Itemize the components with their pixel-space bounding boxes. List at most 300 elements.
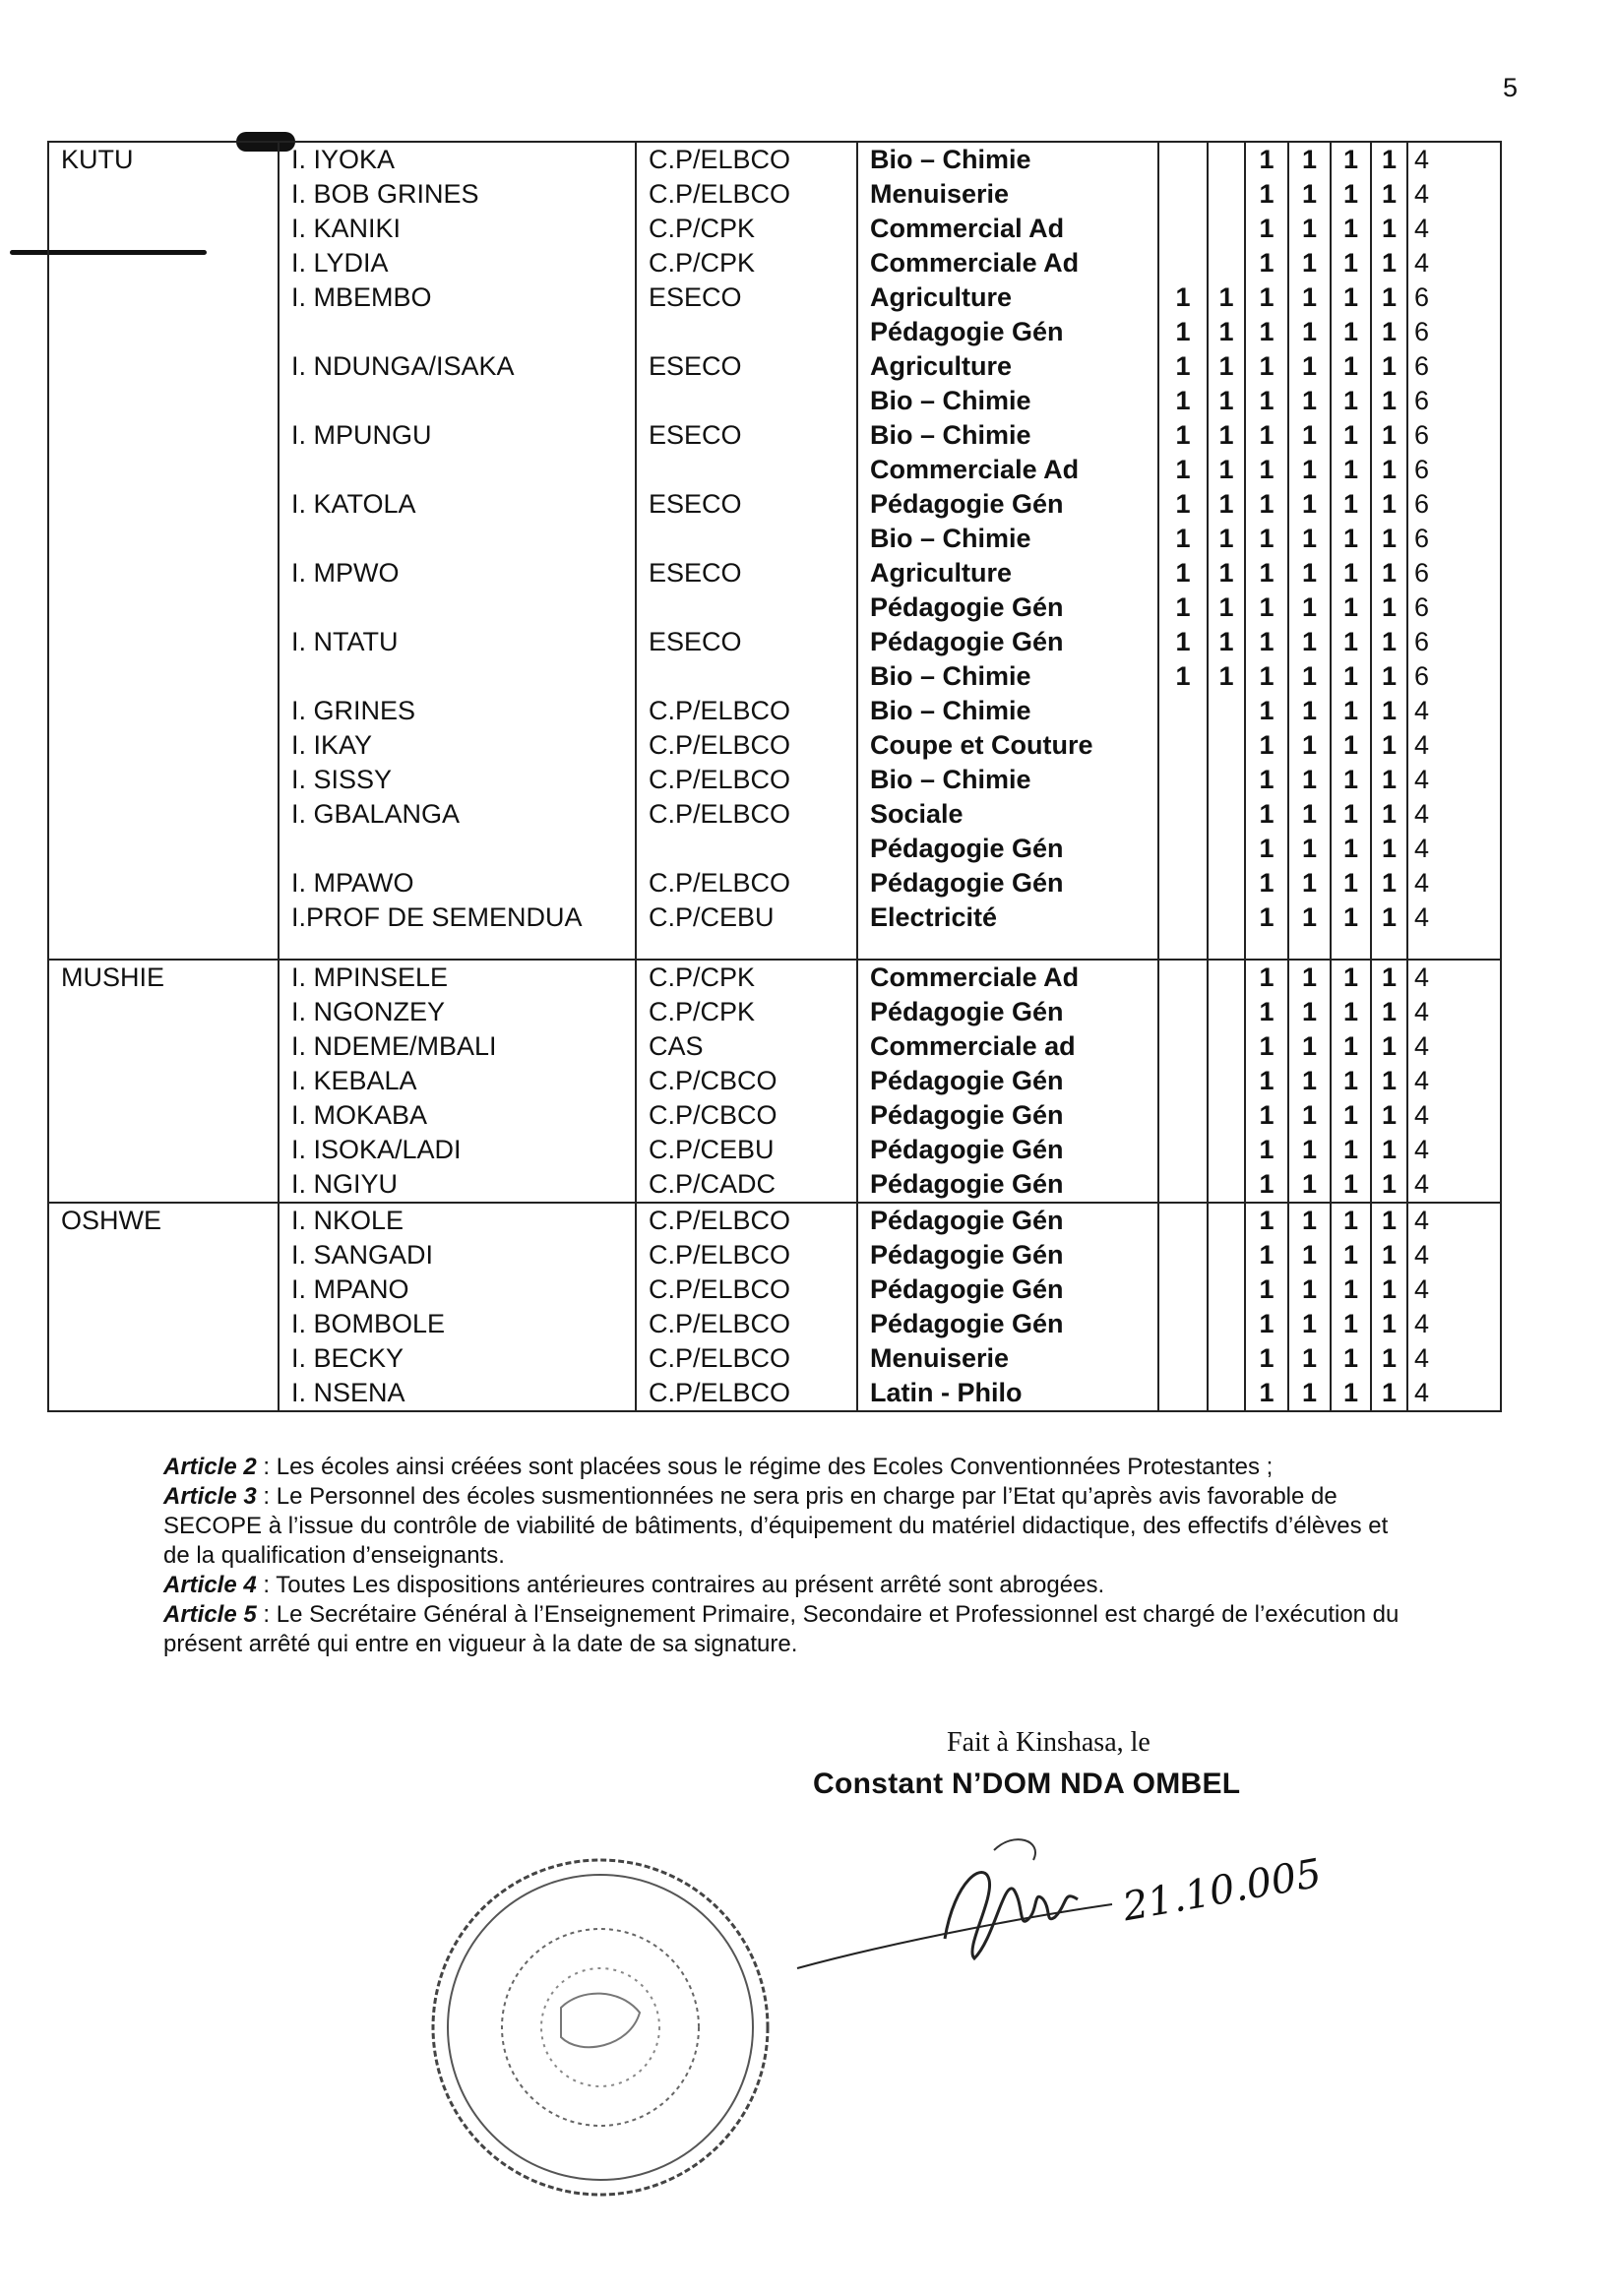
class-count-cell: 1 <box>1371 590 1407 625</box>
option-cell: Pédagogie Gén <box>857 1133 1158 1167</box>
article-text: Les écoles ainsi créées sont placées sous le régime des Ecoles Conventionnées Protestantes ; <box>276 1454 1274 1480</box>
schools-table <box>47 141 1502 1412</box>
minister-name: Constant N’DOM NDA OMBEL <box>813 1768 1241 1800</box>
class-count-cell: 1 <box>1331 1203 1371 1238</box>
option-cell: Electricité <box>857 900 1158 960</box>
total-cell: 4 <box>1407 177 1501 212</box>
articles-section <box>163 1453 1411 1659</box>
class-count-cell: 1 <box>1208 522 1245 556</box>
place-date: Fait à Kinshasa, le <box>947 1727 1151 1758</box>
class-count-cell: 1 <box>1371 384 1407 418</box>
article-label: Article 3 <box>163 1483 257 1510</box>
class-count-cell <box>1208 960 1245 995</box>
gestion-cell: C.P/ELBCO <box>636 1203 857 1238</box>
class-count-cell <box>1158 1167 1208 1203</box>
table-row <box>48 694 1501 728</box>
class-count-cell <box>1158 694 1208 728</box>
table-row <box>48 1376 1501 1411</box>
total-cell: 6 <box>1407 453 1501 487</box>
class-count-cell <box>1158 900 1208 960</box>
total-cell: 6 <box>1407 487 1501 522</box>
sous-division-cell: I. MPAWO <box>279 866 636 900</box>
class-count-cell: 1 <box>1371 995 1407 1029</box>
total-cell: 4 <box>1407 246 1501 280</box>
gestion-cell: C.P/ELBCO <box>636 1238 857 1272</box>
territoire-cell <box>48 832 279 866</box>
total-cell: 4 <box>1407 728 1501 763</box>
class-count-cell <box>1158 797 1208 832</box>
option-cell: Coupe et Couture <box>857 728 1158 763</box>
territoire-cell <box>48 1341 279 1376</box>
table-row <box>48 659 1501 694</box>
sous-division-cell: I. NGIYU <box>279 1167 636 1203</box>
sous-division-cell: I. NTATU <box>279 625 636 659</box>
gestion-cell: C.P/CPK <box>636 212 857 246</box>
class-count-cell: 1 <box>1288 797 1331 832</box>
class-count-cell <box>1208 1341 1245 1376</box>
option-cell: Bio – Chimie <box>857 418 1158 453</box>
class-count-cell: 1 <box>1245 212 1288 246</box>
sous-division-cell <box>279 659 636 694</box>
class-count-cell: 1 <box>1331 315 1371 349</box>
option-cell: Agriculture <box>857 349 1158 384</box>
class-count-cell: 1 <box>1371 1341 1407 1376</box>
class-count-cell: 1 <box>1245 246 1288 280</box>
class-count-cell <box>1158 1272 1208 1307</box>
class-count-cell: 1 <box>1371 866 1407 900</box>
class-count-cell: 1 <box>1371 142 1407 177</box>
total-cell: 6 <box>1407 349 1501 384</box>
total-cell: 4 <box>1407 1029 1501 1064</box>
table-row <box>48 1133 1501 1167</box>
class-count-cell: 1 <box>1371 315 1407 349</box>
table-row <box>48 556 1501 590</box>
table-row <box>48 763 1501 797</box>
territoire-cell <box>48 1098 279 1133</box>
article-paragraph <box>163 1600 1411 1659</box>
class-count-cell: 1 <box>1245 142 1288 177</box>
total-cell: 4 <box>1407 797 1501 832</box>
class-count-cell <box>1158 763 1208 797</box>
territoire-cell <box>48 694 279 728</box>
territoire-cell <box>48 995 279 1029</box>
sous-division-cell <box>279 522 636 556</box>
class-count-cell: 1 <box>1245 556 1288 590</box>
territoire-cell <box>48 522 279 556</box>
class-count-cell: 1 <box>1158 522 1208 556</box>
sous-division-cell: I. NSENA <box>279 1376 636 1411</box>
class-count-cell: 1 <box>1245 1029 1288 1064</box>
option-cell: Pédagogie Gén <box>857 1307 1158 1341</box>
territoire-cell <box>48 384 279 418</box>
class-count-cell: 1 <box>1245 280 1288 315</box>
class-count-cell: 1 <box>1331 142 1371 177</box>
gestion-cell: ESECO <box>636 556 857 590</box>
class-count-cell: 1 <box>1371 487 1407 522</box>
class-count-cell: 1 <box>1245 1307 1288 1341</box>
gestion-cell: C.P/CBCO <box>636 1098 857 1133</box>
class-count-cell: 1 <box>1245 315 1288 349</box>
gestion-cell: CAS <box>636 1029 857 1064</box>
option-cell: Pédagogie Gén <box>857 1272 1158 1307</box>
class-count-cell: 1 <box>1331 212 1371 246</box>
total-cell: 4 <box>1407 1341 1501 1376</box>
option-cell: Menuiserie <box>857 1341 1158 1376</box>
total-cell: 4 <box>1407 212 1501 246</box>
class-count-cell: 1 <box>1245 349 1288 384</box>
class-count-cell: 1 <box>1288 1376 1331 1411</box>
class-count-cell: 1 <box>1288 1272 1331 1307</box>
territoire-cell <box>48 1307 279 1341</box>
sous-division-cell: I. IYOKA <box>279 142 636 177</box>
option-cell: Bio – Chimie <box>857 694 1158 728</box>
total-cell: 4 <box>1407 763 1501 797</box>
territoire-cell <box>48 1064 279 1098</box>
gestion-cell: C.P/ELBCO <box>636 763 857 797</box>
table-row <box>48 1203 1501 1238</box>
class-count-cell <box>1158 1203 1208 1238</box>
territoire-cell <box>48 556 279 590</box>
article-separator: : <box>256 1572 277 1598</box>
class-count-cell: 1 <box>1371 694 1407 728</box>
option-cell: Pédagogie Gén <box>857 590 1158 625</box>
total-cell: 6 <box>1407 556 1501 590</box>
class-count-cell: 1 <box>1331 1133 1371 1167</box>
class-count-cell: 1 <box>1245 1098 1288 1133</box>
class-count-cell: 1 <box>1245 1064 1288 1098</box>
class-count-cell: 1 <box>1288 142 1331 177</box>
class-count-cell: 1 <box>1371 1064 1407 1098</box>
table-row <box>48 315 1501 349</box>
class-count-cell: 1 <box>1245 1238 1288 1272</box>
class-count-cell <box>1158 995 1208 1029</box>
class-count-cell: 1 <box>1158 659 1208 694</box>
official-seal-stamp <box>413 1840 787 2214</box>
class-count-cell <box>1208 1238 1245 1272</box>
class-count-cell: 1 <box>1288 995 1331 1029</box>
total-cell: 4 <box>1407 1133 1501 1167</box>
class-count-cell: 1 <box>1288 590 1331 625</box>
class-count-cell: 1 <box>1288 246 1331 280</box>
sous-division-cell: I. SANGADI <box>279 1238 636 1272</box>
table-row <box>48 1029 1501 1064</box>
class-count-cell: 1 <box>1371 625 1407 659</box>
class-count-cell: 1 <box>1371 349 1407 384</box>
class-count-cell: 1 <box>1208 349 1245 384</box>
territoire-cell <box>48 797 279 832</box>
territoire-cell <box>48 590 279 625</box>
class-count-cell: 1 <box>1371 1133 1407 1167</box>
sous-division-cell: I. KANIKI <box>279 212 636 246</box>
sous-division-cell: I. SISSY <box>279 763 636 797</box>
class-count-cell: 1 <box>1331 866 1371 900</box>
page-number: 5 <box>1503 73 1519 102</box>
class-count-cell: 1 <box>1288 315 1331 349</box>
class-count-cell: 1 <box>1371 418 1407 453</box>
option-cell: Agriculture <box>857 280 1158 315</box>
table-row <box>48 453 1501 487</box>
class-count-cell: 1 <box>1288 728 1331 763</box>
territoire-cell <box>48 1167 279 1203</box>
class-count-cell: 1 <box>1288 1133 1331 1167</box>
sous-division-cell: I. GRINES <box>279 694 636 728</box>
total-cell: 6 <box>1407 659 1501 694</box>
class-count-cell: 1 <box>1331 246 1371 280</box>
option-cell: Commerciale Ad <box>857 453 1158 487</box>
sous-division-cell: I. IKAY <box>279 728 636 763</box>
class-count-cell <box>1158 1238 1208 1272</box>
sous-division-cell <box>279 315 636 349</box>
article-paragraph <box>163 1571 1411 1600</box>
class-count-cell: 1 <box>1288 1029 1331 1064</box>
total-cell: 4 <box>1407 866 1501 900</box>
class-count-cell <box>1208 995 1245 1029</box>
option-cell: Latin - Philo <box>857 1376 1158 1411</box>
class-count-cell: 1 <box>1288 1341 1331 1376</box>
class-count-cell: 1 <box>1245 832 1288 866</box>
article-text: Le Personnel des écoles susmentionnées ne sera pris en charge par l’Etat qu’après avis favorable de SECOPE à l’issue du contrôle de viabilité de bâtiments, d’équipement du matériel didactique, des effectifs d’élèves et de la qualification d’enseignants. <box>163 1483 1389 1569</box>
sous-division-cell: I. LYDIA <box>279 246 636 280</box>
class-count-cell: 1 <box>1288 694 1331 728</box>
table-row <box>48 866 1501 900</box>
territoire-cell <box>48 1376 279 1411</box>
class-count-cell <box>1158 142 1208 177</box>
option-cell: Pédagogie Gén <box>857 1098 1158 1133</box>
territoire-cell <box>48 315 279 349</box>
class-count-cell: 1 <box>1158 453 1208 487</box>
option-cell: Sociale <box>857 797 1158 832</box>
class-count-cell <box>1158 1098 1208 1133</box>
handwritten-signature <box>787 1821 1378 2017</box>
class-count-cell: 1 <box>1245 960 1288 995</box>
option-cell: Pédagogie Gén <box>857 315 1158 349</box>
class-count-cell: 1 <box>1158 556 1208 590</box>
class-count-cell: 1 <box>1208 659 1245 694</box>
gestion-cell: C.P/CADC <box>636 1167 857 1203</box>
gestion-cell <box>636 832 857 866</box>
sous-division-cell: I. NDEME/MBALI <box>279 1029 636 1064</box>
total-cell: 6 <box>1407 280 1501 315</box>
table-row <box>48 349 1501 384</box>
class-count-cell <box>1208 1307 1245 1341</box>
territoire-cell <box>48 1133 279 1167</box>
class-count-cell: 1 <box>1288 177 1331 212</box>
total-cell: 4 <box>1407 1238 1501 1272</box>
class-count-cell: 1 <box>1288 763 1331 797</box>
option-cell: Bio – Chimie <box>857 659 1158 694</box>
sous-division-cell: I. MOKABA <box>279 1098 636 1133</box>
territoire-cell <box>48 280 279 315</box>
class-count-cell <box>1208 1064 1245 1098</box>
class-count-cell: 1 <box>1288 1064 1331 1098</box>
class-count-cell <box>1208 694 1245 728</box>
sous-division-cell: I. BOMBOLE <box>279 1307 636 1341</box>
gestion-cell: C.P/CPK <box>636 960 857 995</box>
option-cell: Pédagogie Gén <box>857 1238 1158 1272</box>
gestion-cell: C.P/ELBCO <box>636 1272 857 1307</box>
class-count-cell: 1 <box>1245 866 1288 900</box>
class-count-cell: 1 <box>1331 1307 1371 1341</box>
territoire-cell <box>48 349 279 384</box>
option-cell: Pédagogie Gén <box>857 1167 1158 1203</box>
class-count-cell: 1 <box>1245 177 1288 212</box>
table-row <box>48 246 1501 280</box>
sous-division-cell: I. ISOKA/LADI <box>279 1133 636 1167</box>
class-count-cell: 1 <box>1208 280 1245 315</box>
class-count-cell: 1 <box>1331 349 1371 384</box>
option-cell: Pédagogie Gén <box>857 1203 1158 1238</box>
class-count-cell: 1 <box>1288 212 1331 246</box>
gestion-cell <box>636 659 857 694</box>
class-count-cell: 1 <box>1245 797 1288 832</box>
class-count-cell: 1 <box>1331 384 1371 418</box>
option-cell: Commerciale Ad <box>857 246 1158 280</box>
class-count-cell: 1 <box>1331 590 1371 625</box>
sous-division-cell: I. MPANO <box>279 1272 636 1307</box>
class-count-cell: 1 <box>1245 625 1288 659</box>
class-count-cell: 1 <box>1331 177 1371 212</box>
class-count-cell: 1 <box>1331 1029 1371 1064</box>
class-count-cell: 1 <box>1331 1238 1371 1272</box>
class-count-cell <box>1158 866 1208 900</box>
class-count-cell <box>1208 763 1245 797</box>
class-count-cell: 1 <box>1331 900 1371 960</box>
class-count-cell: 1 <box>1331 832 1371 866</box>
sous-division-cell: I. BOB GRINES <box>279 177 636 212</box>
class-count-cell: 1 <box>1371 1167 1407 1203</box>
total-cell: 6 <box>1407 522 1501 556</box>
signature-date: 21.10.005 <box>1119 1850 1326 1931</box>
class-count-cell: 1 <box>1288 1167 1331 1203</box>
class-count-cell <box>1158 1307 1208 1341</box>
sous-division-cell: I. MBEMBO <box>279 280 636 315</box>
territoire-cell <box>48 866 279 900</box>
gestion-cell: C.P/CPK <box>636 995 857 1029</box>
table-row <box>48 590 1501 625</box>
option-cell: Bio – Chimie <box>857 142 1158 177</box>
class-count-cell: 1 <box>1288 900 1331 960</box>
article-label: Article 4 <box>163 1572 257 1598</box>
table-row <box>48 1341 1501 1376</box>
total-cell: 4 <box>1407 832 1501 866</box>
class-count-cell: 1 <box>1371 1029 1407 1064</box>
class-count-cell: 1 <box>1245 487 1288 522</box>
option-cell: Menuiserie <box>857 177 1158 212</box>
table-row <box>48 900 1501 960</box>
class-count-cell: 1 <box>1158 315 1208 349</box>
sous-division-cell: I. MPUNGU <box>279 418 636 453</box>
territoire-cell <box>48 1238 279 1272</box>
class-count-cell <box>1208 728 1245 763</box>
class-count-cell <box>1158 177 1208 212</box>
class-count-cell: 1 <box>1245 1272 1288 1307</box>
table-row <box>48 995 1501 1029</box>
total-cell: 6 <box>1407 384 1501 418</box>
class-count-cell <box>1208 246 1245 280</box>
territoire-cell: MUSHIE <box>48 960 279 995</box>
class-count-cell: 1 <box>1371 728 1407 763</box>
class-count-cell: 1 <box>1288 349 1331 384</box>
class-count-cell: 1 <box>1245 728 1288 763</box>
class-count-cell: 1 <box>1371 1238 1407 1272</box>
gestion-cell: ESECO <box>636 487 857 522</box>
gestion-cell: ESECO <box>636 280 857 315</box>
class-count-cell: 1 <box>1371 832 1407 866</box>
total-cell: 4 <box>1407 995 1501 1029</box>
class-count-cell <box>1158 1133 1208 1167</box>
gestion-cell: C.P/CPK <box>636 246 857 280</box>
total-cell: 6 <box>1407 590 1501 625</box>
class-count-cell: 1 <box>1245 453 1288 487</box>
class-count-cell <box>1158 1376 1208 1411</box>
class-count-cell <box>1208 1272 1245 1307</box>
class-count-cell: 1 <box>1288 625 1331 659</box>
territoire-cell <box>48 487 279 522</box>
class-count-cell: 1 <box>1331 995 1371 1029</box>
class-count-cell <box>1158 960 1208 995</box>
class-count-cell: 1 <box>1371 1098 1407 1133</box>
class-count-cell: 1 <box>1331 659 1371 694</box>
total-cell: 4 <box>1407 1098 1501 1133</box>
table-row <box>48 280 1501 315</box>
option-cell: Bio – Chimie <box>857 763 1158 797</box>
total-cell: 4 <box>1407 1203 1501 1238</box>
article-separator: : <box>256 1454 277 1480</box>
option-cell: Bio – Chimie <box>857 384 1158 418</box>
class-count-cell: 1 <box>1331 1341 1371 1376</box>
class-count-cell: 1 <box>1288 866 1331 900</box>
class-count-cell: 1 <box>1331 1272 1371 1307</box>
gestion-cell: C.P/ELBCO <box>636 177 857 212</box>
article-label: Article 5 <box>163 1601 257 1628</box>
class-count-cell: 1 <box>1288 384 1331 418</box>
option-cell: Commerciale Ad <box>857 960 1158 995</box>
class-count-cell: 1 <box>1371 659 1407 694</box>
total-cell: 6 <box>1407 625 1501 659</box>
sous-division-cell <box>279 384 636 418</box>
class-count-cell <box>1158 212 1208 246</box>
class-count-cell: 1 <box>1371 522 1407 556</box>
class-count-cell: 1 <box>1371 1307 1407 1341</box>
article-separator: : <box>256 1601 277 1628</box>
class-count-cell: 1 <box>1245 1376 1288 1411</box>
gestion-cell: C.P/ELBCO <box>636 866 857 900</box>
option-cell: Bio – Chimie <box>857 522 1158 556</box>
class-count-cell: 1 <box>1288 418 1331 453</box>
table-row <box>48 418 1501 453</box>
article-paragraph <box>163 1482 1411 1571</box>
table-row <box>48 1167 1501 1203</box>
class-count-cell: 1 <box>1208 590 1245 625</box>
class-count-cell: 1 <box>1331 1064 1371 1098</box>
option-cell: Pédagogie Gén <box>857 995 1158 1029</box>
option-cell: Commerciale ad <box>857 1029 1158 1064</box>
gestion-cell <box>636 453 857 487</box>
class-count-cell: 1 <box>1371 1376 1407 1411</box>
article-label: Article 2 <box>163 1454 257 1480</box>
class-count-cell: 1 <box>1158 487 1208 522</box>
table-row <box>48 1098 1501 1133</box>
class-count-cell <box>1208 1167 1245 1203</box>
class-count-cell: 1 <box>1288 453 1331 487</box>
class-count-cell: 1 <box>1158 280 1208 315</box>
option-cell: Pédagogie Gén <box>857 1064 1158 1098</box>
table-row <box>48 1307 1501 1341</box>
gestion-cell: ESECO <box>636 418 857 453</box>
gestion-cell: C.P/CEBU <box>636 900 857 960</box>
class-count-cell: 1 <box>1371 900 1407 960</box>
territoire-cell <box>48 625 279 659</box>
